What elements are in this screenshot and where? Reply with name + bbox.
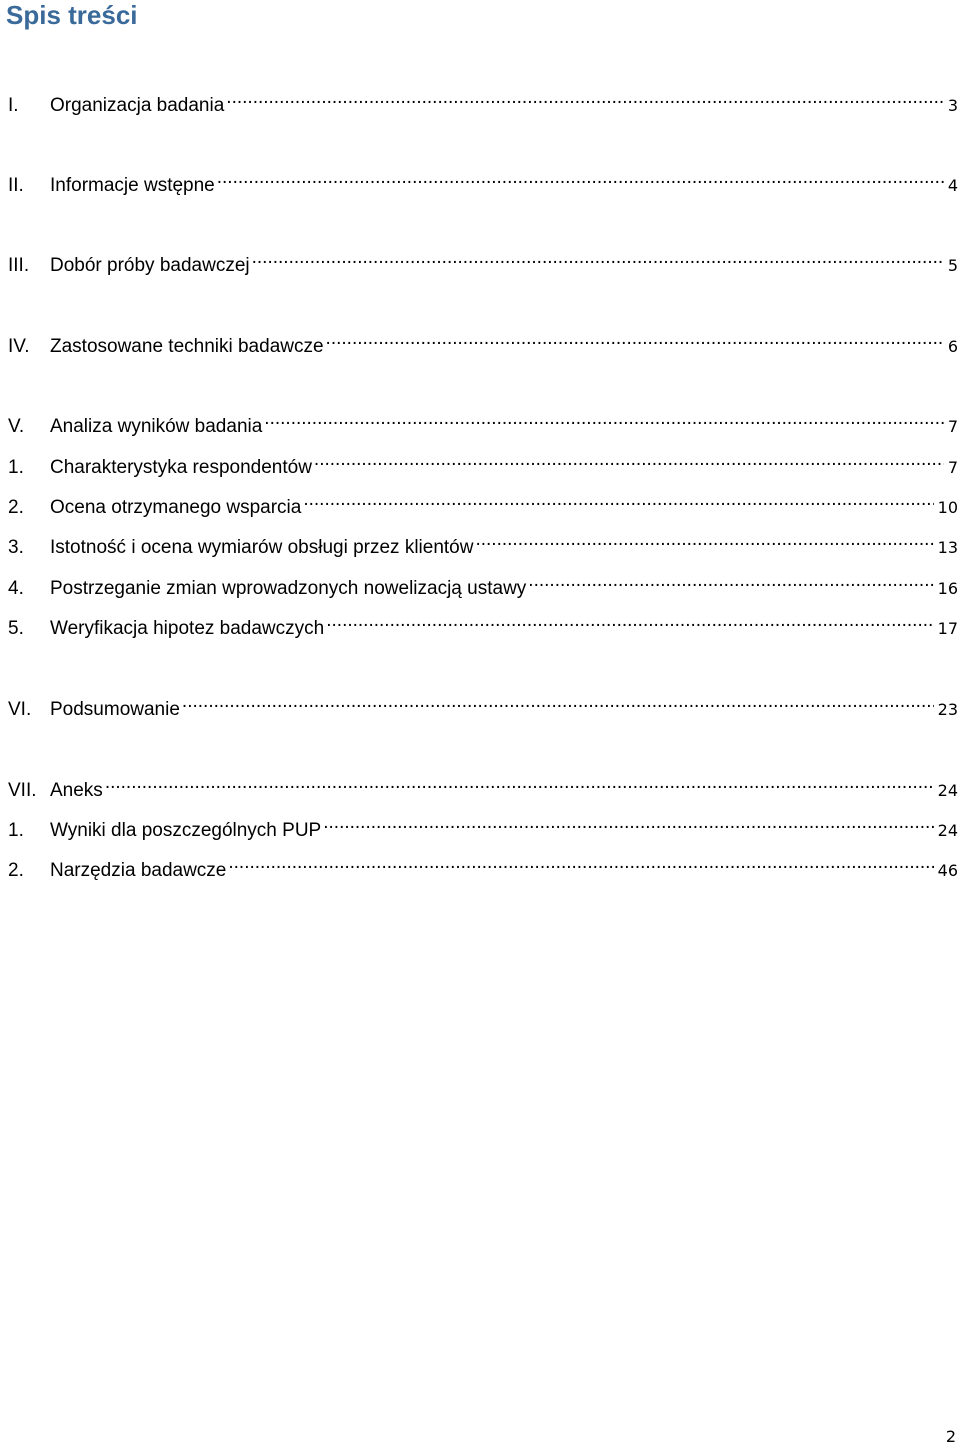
toc-entry-page: 24	[937, 781, 958, 800]
toc-dot-leader	[475, 527, 933, 553]
toc-entry[interactable]	[8, 527, 958, 558]
toc-entry-number: 1.	[8, 457, 24, 478]
toc-entry-number: III.	[8, 255, 30, 276]
toc-entry-number: V.	[8, 416, 25, 437]
toc-entry-label: Ocena otrzymanego wsparcia	[50, 497, 302, 518]
toc-entry[interactable]	[8, 850, 958, 881]
toc-entry-label: Informacje wstępne	[50, 175, 215, 196]
toc-entry-page: 23	[937, 700, 958, 719]
toc-entry-number: 1.	[8, 820, 24, 841]
toc-entry-number: 4.	[8, 578, 24, 599]
toc-dot-leader	[182, 689, 934, 715]
toc-entry-number: VII.	[8, 780, 37, 801]
toc-entry[interactable]	[8, 326, 958, 357]
toc-entry-label: Analiza wyników badania	[50, 416, 263, 437]
toc-entry[interactable]	[8, 568, 958, 599]
toc-entry[interactable]	[8, 447, 958, 478]
toc-entry-number: 2.	[8, 497, 24, 518]
toc-entry-label: Zastosowane techniki badawcze	[50, 336, 324, 357]
toc-entry-page: 7	[947, 417, 958, 436]
toc-entry-label: Organizacja badania	[50, 95, 225, 116]
toc-entry-page: 6	[947, 337, 958, 356]
toc-entry-page: 7	[947, 458, 958, 477]
toc-entry-number: 5.	[8, 618, 24, 639]
toc-entry-page: 4	[947, 176, 958, 195]
toc-entry[interactable]	[8, 406, 958, 437]
toc-entry[interactable]	[8, 85, 958, 116]
toc-entry-number: I.	[8, 95, 19, 116]
toc-entry-page: 17	[937, 619, 958, 638]
toc-entry[interactable]	[8, 165, 958, 196]
toc-entry-page: 10	[937, 498, 958, 517]
toc-dot-leader	[326, 608, 933, 634]
toc-entry-label: Podsumowanie	[50, 699, 180, 720]
toc-dot-leader	[314, 447, 944, 473]
toc-entry-page: 3	[947, 96, 958, 115]
toc-entry-number: 3.	[8, 537, 24, 558]
toc-entry-label: Charakterystyka respondentów	[50, 457, 312, 478]
toc-entry[interactable]	[8, 245, 958, 276]
toc-entry-label: Postrzeganie zmian wprowadzonych nowelizacją ustawy	[50, 578, 527, 599]
page-number: 2	[945, 1427, 956, 1446]
toc-entry-page: 13	[937, 538, 958, 557]
toc-entry-label: Wyniki dla poszczególnych PUP	[50, 820, 322, 841]
toc-entry-label: Dobór próby badawczej	[50, 255, 250, 276]
toc-entry-label: Aneks	[50, 780, 103, 801]
toc-entry-label: Istotność i ocena wymiarów obsługi przez klientów	[50, 537, 474, 558]
toc-entry-page: 5	[947, 256, 958, 275]
toc-entry-number: 2.	[8, 860, 24, 881]
toc-entry-number: IV.	[8, 336, 30, 357]
toc-entry-page: 24	[937, 821, 958, 840]
toc-entry-number: II.	[8, 175, 24, 196]
toc-entry-page: 16	[937, 579, 958, 598]
toc-entry-page: 46	[937, 861, 958, 880]
toc-entry-label: Weryfikacja hipotez badawczych	[50, 618, 325, 639]
toc-dot-leader	[228, 850, 933, 876]
toc-dot-leader	[326, 326, 944, 352]
toc-entry[interactable]	[8, 487, 958, 518]
toc-dot-leader	[303, 487, 933, 513]
toc-dot-leader	[323, 810, 933, 836]
toc-entry[interactable]	[8, 608, 958, 639]
toc-dot-leader	[252, 245, 944, 271]
toc-dot-leader	[105, 770, 934, 796]
toc-entry[interactable]	[8, 689, 958, 720]
toc-entry-label: Narzędzia badawcze	[50, 860, 227, 881]
toc-dot-leader	[217, 165, 944, 191]
toc-dot-leader	[528, 568, 933, 594]
toc-entry[interactable]	[8, 810, 958, 841]
toc-dot-leader	[226, 85, 944, 111]
toc-title: Spis treści	[6, 0, 138, 30]
toc-entry[interactable]	[8, 770, 958, 801]
toc-dot-leader	[264, 406, 944, 432]
toc-entry-number: VI.	[8, 699, 32, 720]
